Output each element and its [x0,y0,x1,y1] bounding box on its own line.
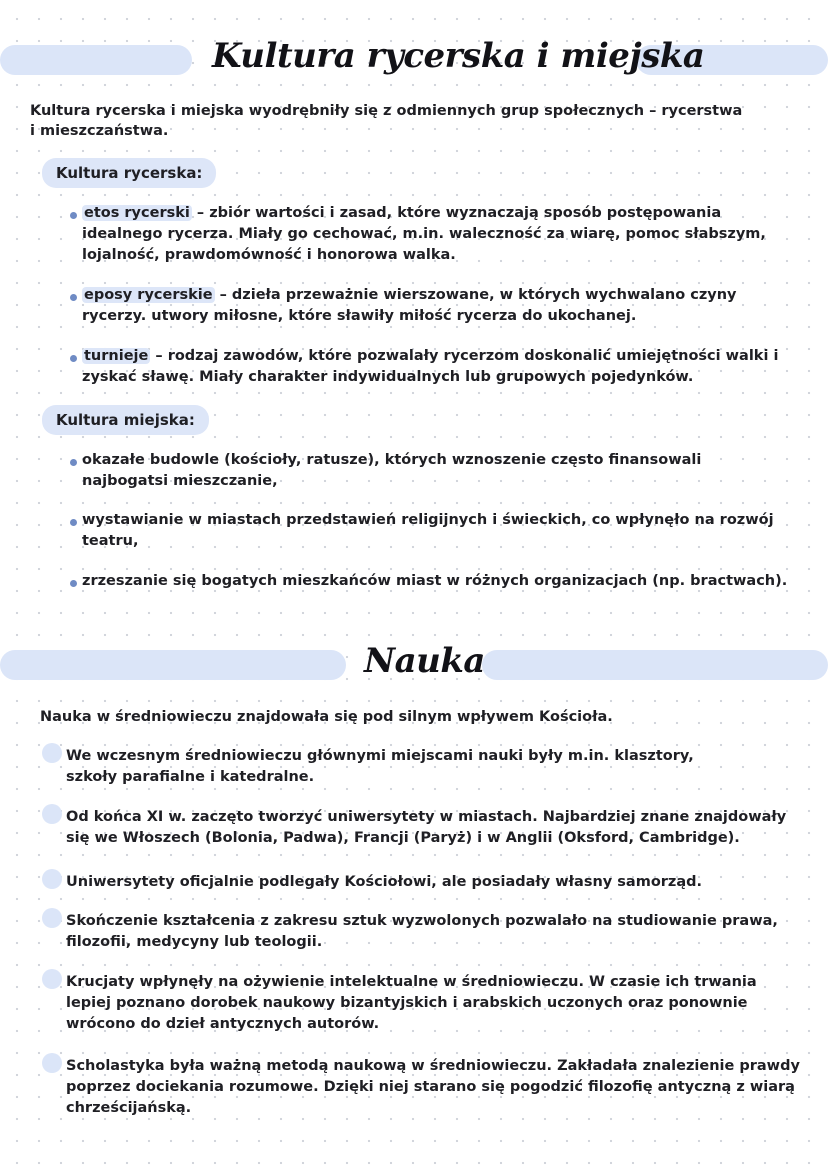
bullet-circle [42,908,62,928]
list-item: Skończenie kształcenia z zakresu sztuk wyzwolonych pozwalało na studiowanie prawa, filozofii, medycyny lub teologii. [66,913,778,950]
bullet-dot [70,580,77,587]
section2-intro: Nauka w średniowieczu znajdowała się pod silnym wpływem Kościoła. [40,709,613,725]
list-item: We wczesnym średniowieczu głównymi miejscami nauki były m.in. klasztory, szkoły parafialne i katedralne. [66,748,694,785]
nauka-bar-left [0,650,346,680]
list-item: Krucjaty wpłynęły na ożywienie intelektualne w średniowieczu. W czasie ich trwania lepiej poznano dorobek naukowy bizantyjskich i arabskich uczonych oraz ponownie wrócono do dzieł antycznych autorów. [66,974,757,1032]
list-item: Uniwersytety oficjalnie podlegały Kościołowi, ale posiadały własny samorząd. [66,874,703,890]
list-item: Od końca XI w. zaczęto tworzyć uniwersytety w miastach. Najbardziej znane znajdowały się we Włoszech (Bolonia, Padwa), Francji (Paryż) i w Anglii (Oksford, Cambridge). [66,809,787,846]
nauka-bar-right [482,650,828,680]
list-item: eposy rycerskie – dzieła przeważnie wierszowane, w których wychwalano czyny rycerzy. utwory miłosne, które sławiły miłość rycerza do ukochanej. [82,287,737,324]
list-item: zrzeszanie się bogatych mieszkańców miast w różnych organizacjach (np. bractwach). [82,573,788,589]
bullet-circle [42,1053,62,1073]
bullet-circle [42,743,62,763]
bullet-dot [70,212,77,219]
list-item: okazałe budowle (kościoły, ratusze), których wznoszenie często finansowali najbogatsi mieszczanie, [82,452,702,489]
list-item: wystawianie w miastach przedstawień religijnych i świeckich, co wpłynęło na rozwój teatru, [82,512,774,549]
bullet-circle [42,969,62,989]
city-culture-heading: Kultura miejska: [42,405,209,435]
section-title-nauka: Nauka [364,641,485,681]
list-item: etos rycerski – zbiór wartości i zasad, które wyznaczają sposób postępowania idealnego rycerza. Miały go cechować, m.in. waleczność za wiarę, pomoc słabszym, lojalność, prawdomówność i honorowa walka. [82,205,766,263]
bullet-dot [70,459,77,466]
page-title: Kultura rycerska i miejska [212,36,705,76]
bullet-circle [42,804,62,824]
bullet-dot [70,294,77,301]
bullet-dot [70,519,77,526]
list-item: Scholastyka była ważną metodą naukową w średniowieczu. Zakładała znalezienie prawdy poprzez dociekania rozumowe. Dzięki niej starano się pogodzić filozofię antyczną z wiarą chrześcijańską. [66,1058,800,1116]
title-bar-left [0,45,192,75]
knight-culture-heading: Kultura rycerska: [42,158,216,188]
bullet-dot [70,355,77,362]
list-item: turnieje – rodzaj zawodów, które pozwalały rycerzom doskonalić umiejętności walki i zyskać sławę. Miały charakter indywidualnych lub grupowych pojedynków. [82,348,779,385]
bullet-circle [42,869,62,889]
section1-intro: Kultura rycerska i miejska wyodrębniły się z odmiennych grup społecznych – rycerstwa i mieszczaństwa. [30,103,743,139]
